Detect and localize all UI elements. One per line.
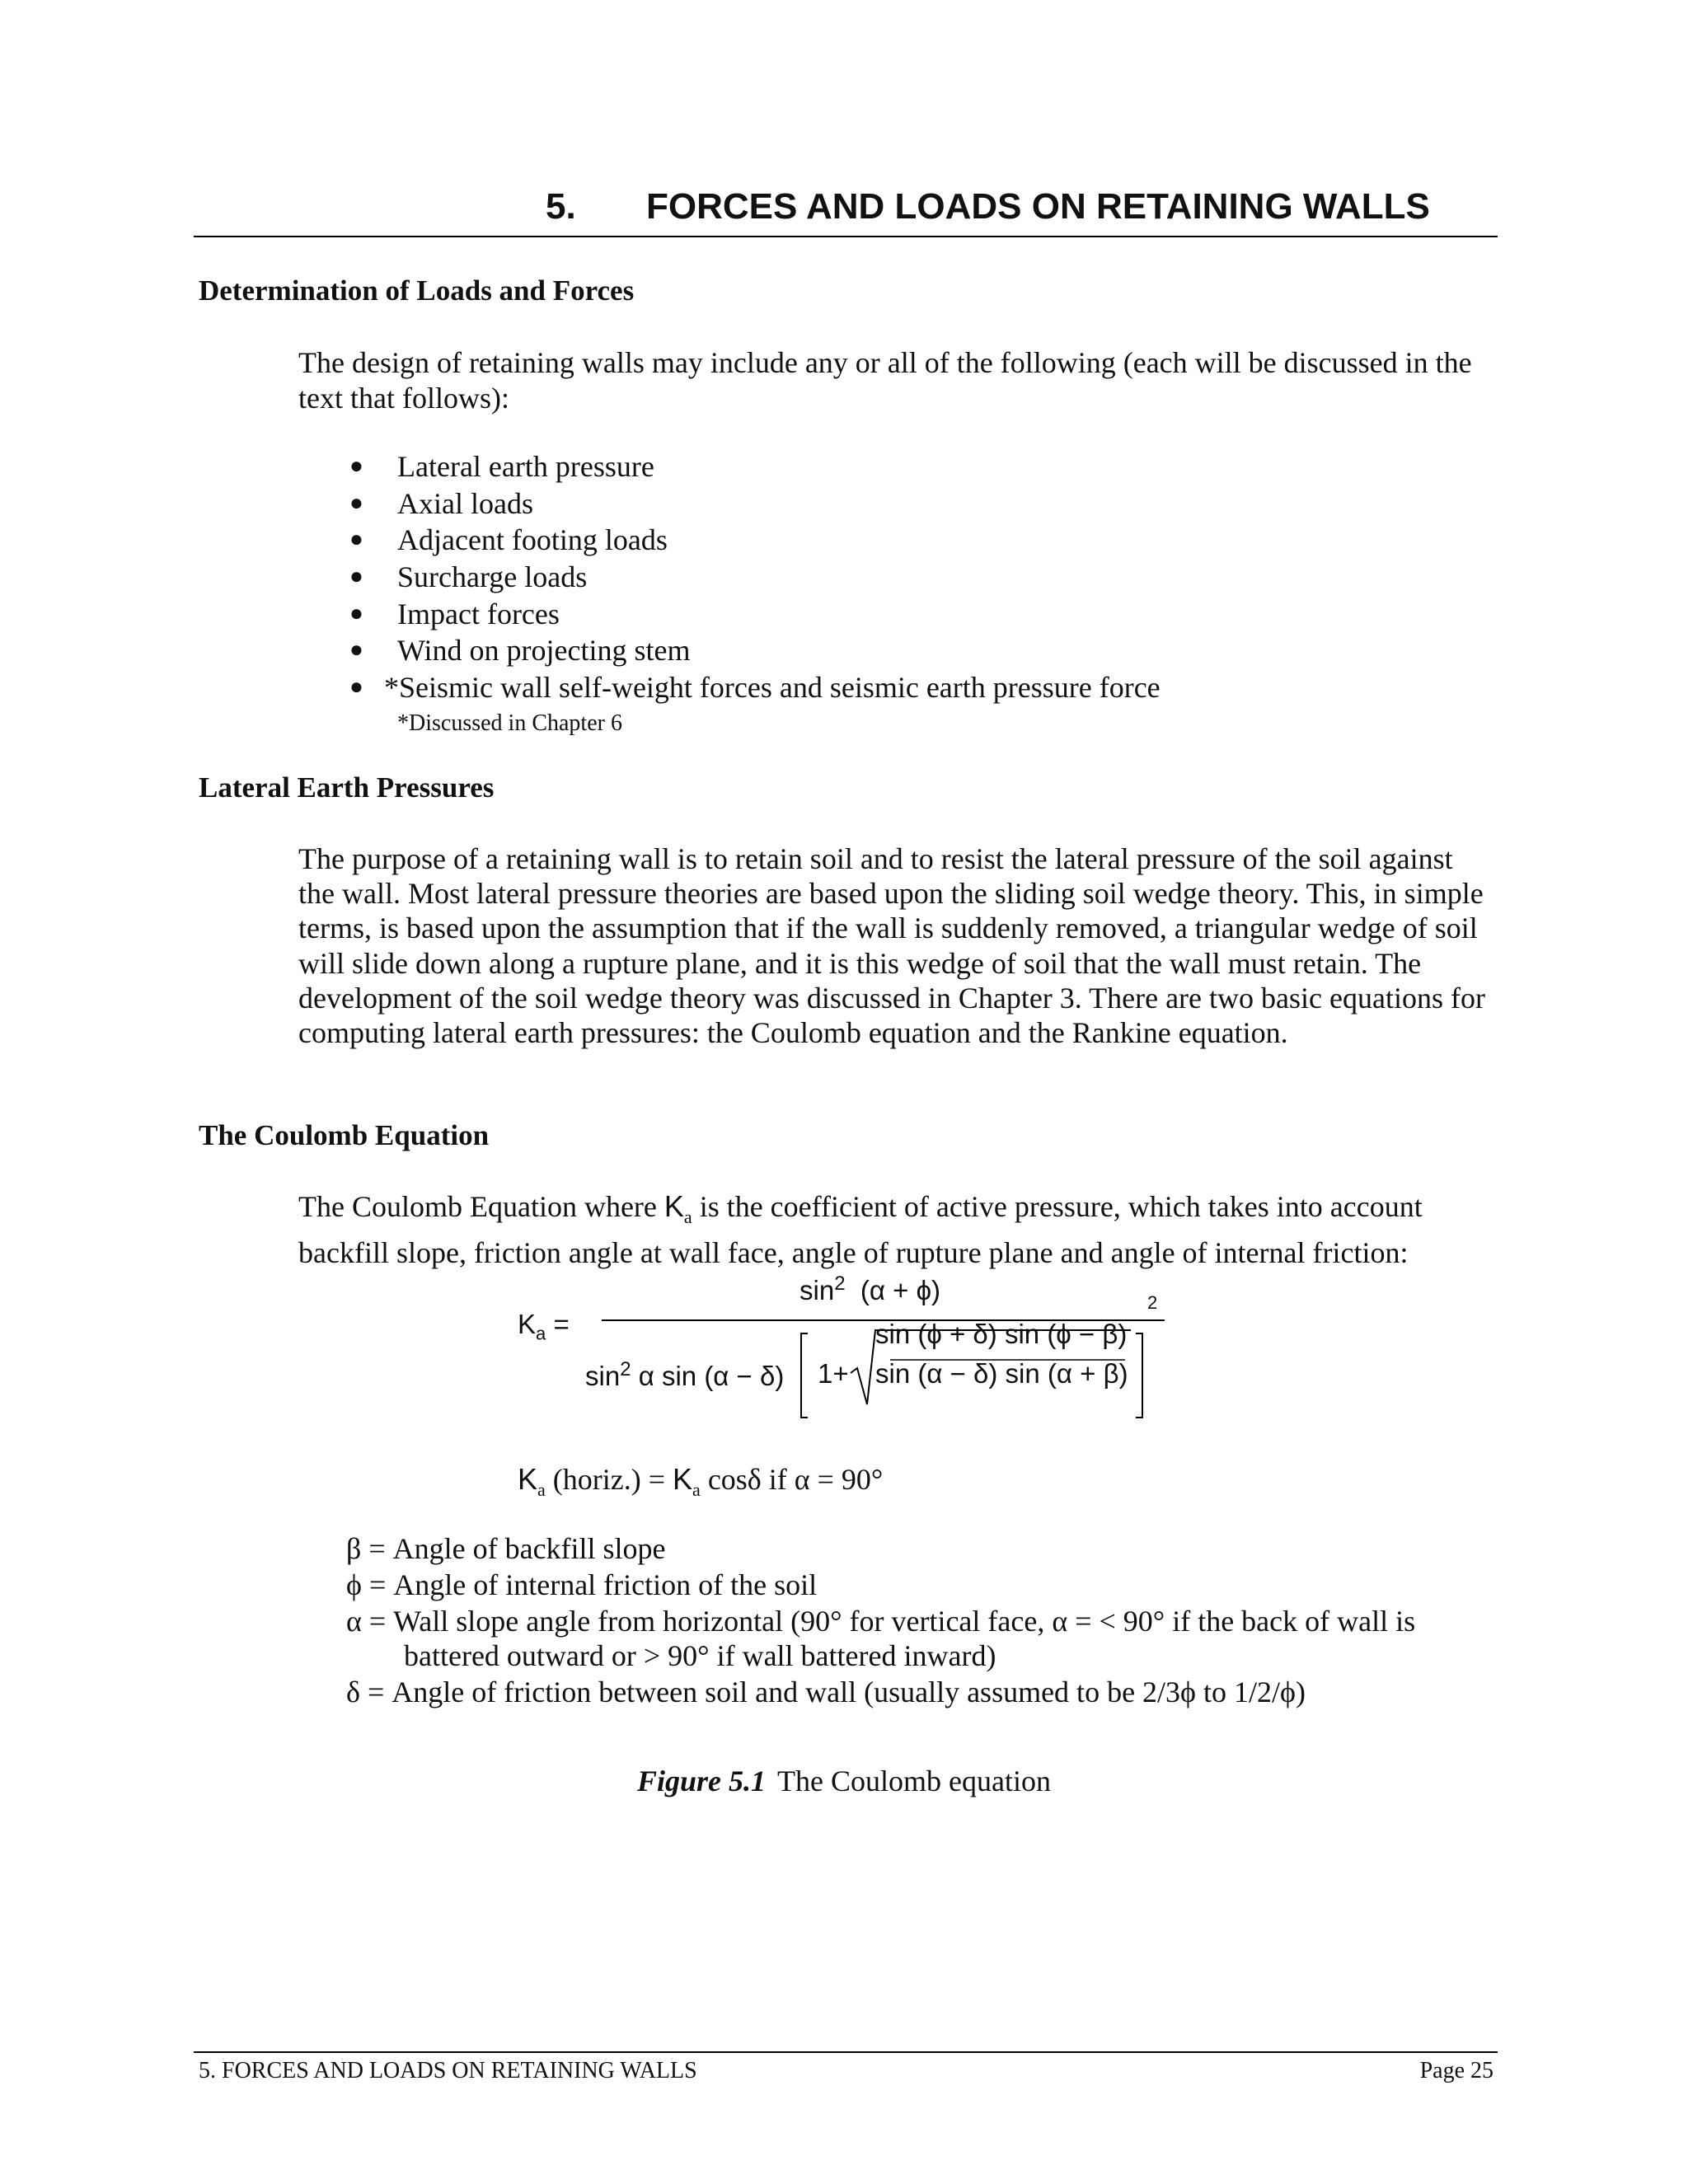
- chapter-number: 5.: [546, 186, 576, 227]
- ka-symbol: K: [663, 1189, 684, 1223]
- figure-caption: [0, 1764, 1688, 1798]
- right-bracket: [1136, 1333, 1142, 1418]
- list-item: ● Surcharge loads: [346, 559, 1160, 596]
- equation-rules: [511, 1276, 1170, 1441]
- list-item: ● Impact forces: [346, 596, 1160, 633]
- list-item: ● Adjacent footing loads: [346, 522, 1160, 559]
- coulomb-equation: [511, 1272, 1170, 1441]
- equation-numerator: $\sin^2 (\alpha + \phi)$: [799, 1272, 941, 1305]
- page-number: Page 25: [1419, 2058, 1493, 2083]
- coulomb-intro: The Coulomb Equation where $K_a$ is the coefficient of active pressure, which takes into account backfill slope, friction angle at wall face, angle of rupture plane and angle of internal friction:: [298, 1189, 1423, 1269]
- figure-caption-text: The Coulomb equation: [777, 1765, 1051, 1797]
- outer-exponent: 2: [1147, 1292, 1158, 1313]
- left-bracket: [801, 1333, 808, 1418]
- definition-phi: ϕ = Angle of internal friction of the soil: [346, 1568, 818, 1601]
- equation-lhs: $K_a$ =: [518, 1309, 570, 1344]
- bullet-icon: ●: [349, 600, 363, 626]
- determination-intro: The design of retaining walls may include any or all of the following (each will be discussed in the text that follows):: [298, 346, 1472, 415]
- footnote: *Discussed in Chapter 6: [397, 710, 622, 736]
- definition-delta: δ = Angle of friction between soil and wall (usually assumed to be 2/3ϕ to 1/2/ϕ): [346, 1675, 1306, 1708]
- list-item: ● Wind on projecting stem: [346, 632, 1160, 669]
- bullet-icon: ●: [349, 490, 363, 516]
- definition-beta: β = Angle of backfill slope: [346, 1532, 666, 1565]
- horizontal-ka-equation: $K_a$ (horiz.) = $K_a$ cosδ if α = 90°: [518, 1462, 884, 1501]
- list-item: ● Lateral earth pressure: [346, 448, 1160, 485]
- section-heading-determination: Determination of Loads and Forces: [199, 274, 635, 307]
- section-heading-coulomb: The Coulomb Equation: [199, 1119, 490, 1151]
- chapter-title-text: FORCES AND LOADS ON RETAINING WALLS: [646, 186, 1430, 227]
- lateral-paragraph: The purpose of a retaining wall is to retain soil and to resist the lateral pressure of the soil against the wall. Most lateral pressure theories are based upon the sliding soil wedge theory. This, in simple terms, is based upon the assumption that if the wall is suddenly removed, a triangular wedge of soil will slide down along a rupture plane, and it is this wedge of soil that the wall must retain. The development of the soil wedge theory was discussed in Chapter 3. There are two basic equations for computing lateral earth pressures: the Coulomb equation and the Rankine equation.: [298, 842, 1485, 1050]
- load-list: [346, 448, 1160, 706]
- equation-one-plus: 1+: [818, 1358, 849, 1389]
- bullet-icon: ●: [349, 564, 363, 590]
- list-item: ● *Seismic wall self-weight forces and seismic earth pressure force: [346, 669, 1160, 706]
- footer-rule: [194, 2051, 1498, 2053]
- bullet-icon: ●: [349, 527, 363, 553]
- footer-chapter: 5. FORCES AND LOADS ON RETAINING WALLS: [199, 2058, 697, 2083]
- list-item: ● Axial loads: [346, 485, 1160, 523]
- bullet-icon: ●: [349, 453, 363, 479]
- bullet-icon: ●: [349, 637, 363, 663]
- sqrt-sign: [851, 1330, 1131, 1404]
- section-heading-lateral: Lateral Earth Pressures: [199, 771, 495, 804]
- bullet-icon: ●: [349, 674, 363, 701]
- title-rule: [194, 236, 1498, 237]
- chapter-title: [546, 186, 1495, 227]
- equation-denominator-left: $\sin^2 \alpha$ sin (α − δ): [585, 1358, 785, 1391]
- root-denominator: sin (α − δ) sin (α + β): [875, 1358, 1128, 1389]
- definition-alpha-continued: battered outward or > 90° if wall battered inward): [404, 1639, 996, 1672]
- definition-alpha: α = Wall slope angle from horizontal (90° for vertical face, α = < 90° if the back of wall is: [346, 1605, 1416, 1638]
- root-numerator: sin (ϕ + δ) sin (ϕ − β): [875, 1319, 1128, 1349]
- figure-label: Figure 5.1: [637, 1765, 767, 1797]
